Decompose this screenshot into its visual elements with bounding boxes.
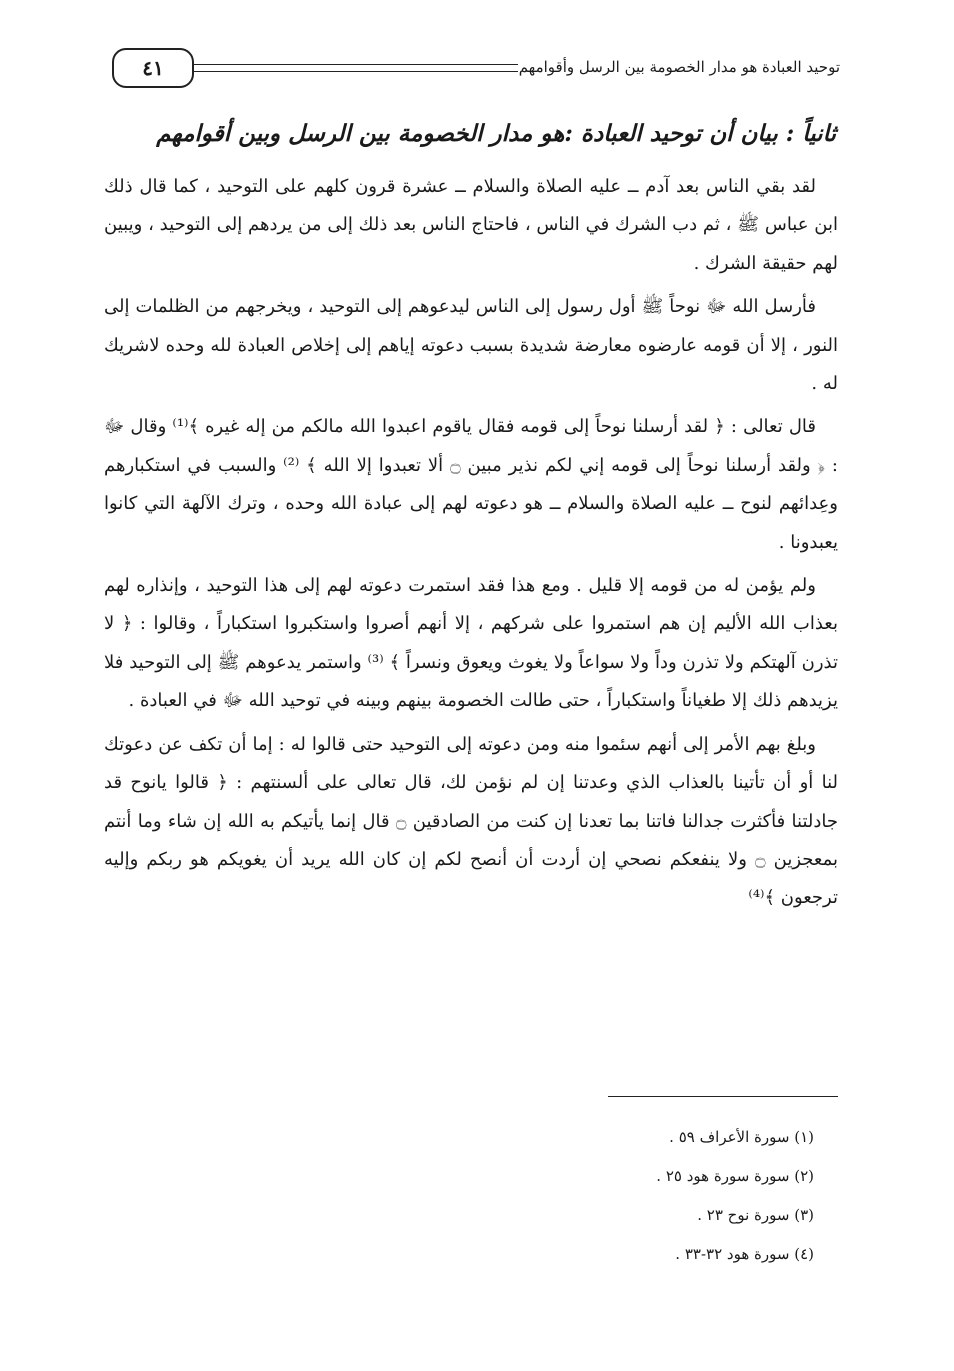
page-number: ٤١ bbox=[112, 48, 194, 88]
page-header bbox=[112, 44, 840, 88]
body-text bbox=[104, 168, 838, 923]
paragraph-5: وبلغ بهم الأمر إلى أنهم سئموا منه ومن دعوته إلى التوحيد حتى قالوا له : إما أن تكف عن دعوتك لنا أو أن تأتينا بالعذاب الذي وعدتنا إن لم نؤمن لك، قال تعالى على ألسنتهم : ﴿ قالوا يانوح قد جادلتنا فأكثرت جدالنا فاتنا بما تعدنا إن كنت من الصادقين ۝ قال إنما يأتيكم به الله إن شاء وما أنتم بمعجزين ۝ ولا ينفعكم نصحي إن أردت أن أنصح لكم إن كان الله يريد أن يغويكم هو ربكم وإليه ترجعون ﴾⁽⁴⁾ bbox=[104, 733, 838, 909]
footnote-2: (٢) سورة سورة هود ٢٥ . bbox=[656, 1167, 814, 1185]
footnotes bbox=[514, 1118, 814, 1274]
paragraph-4: ولم يؤمن له من قومه إلا قليل . ومع هذا فقد استمرت دعوته لهم إلى هذا التوحيد ، وإنذاره لهم بعذاب الله الأليم إن هم استمروا على شركهم ، إلا أنهم أصروا واستكبروا استكباراً ، وقالوا : ﴿ لا تذرن آلهتكم ولا تذرن وداً ولا سواعاً ولا يغوث ويعوق ونسراً ﴾ ⁽³⁾ واستمر يدعوهم ﷺ إلى التوحيد فلا يزيدهم ذلك إلا طغياناً واستكباراً ، حتى طالت الخصومة بينهم وبينه في توحيد الله ﷻ في العبادة . bbox=[104, 575, 838, 712]
footnote-1: (١) سورة الأعراف ٥٩ . bbox=[669, 1128, 814, 1146]
paragraph-3: قال تعالى : ﴿ لقد أرسلنا نوحاً إلى قومه فقال ياقوم اعبدوا الله مالكم من إله غيره ﴾⁽¹⁾ وقال ﷻ : ﴿ ولقد أرسلنا نوحاً إلى قومه إني لكم نذير مبين ۝ ألا تعبدوا إلا الله ﴾ ⁽²⁾ والسبب في استكبارهم وعِدائهم لنوح ــ عليه الصلاة والسلام ــ هو دعوته لهم إلى عبادة الله وحده ، وترك الآلهة التي كانوا يعبدونا . bbox=[104, 416, 838, 553]
paragraph-1: لقد بقي الناس بعد آدم ــ عليه الصلاة والسلام ــ عشرة قرون كلهم على التوحيد ، كما قال ذلك ابن عباس ﷺ ، ثم دب الشرك في الناس ، فاحتاج الناس بعد ذلك إلى من يردهم إلى التوحيد ، ويبين لهم حقيقة الشرك . bbox=[104, 176, 838, 274]
header-double-rule bbox=[192, 64, 518, 72]
running-title: توحيد العبادة هو مدار الخصومة بين الرسل وأقوامهم bbox=[518, 58, 840, 76]
section-title: ثانياً : بيان أن توحيد العبادة :هو مدار الخصومة بين الرسل وبين أقوامهم bbox=[156, 120, 836, 147]
footnote-4: (٤) سورة هود ٣٢-٣٣ . bbox=[675, 1245, 814, 1263]
footnote-separator bbox=[608, 1096, 838, 1097]
paragraph-2: فأرسل الله ﷻ نوحاً ﷺ أول رسول إلى الناس ليدعوهم إلى التوحيد ، ويخرجهم من الظلمات إلى النور ، إلا أن قومه عارضوه معارضة شديدة بسبب دعوته إياهم إلى إخلاص العبادة لله وحده لاشريك له . bbox=[104, 296, 838, 395]
footnote-3: (٣) سورة نوح ٢٣ . bbox=[697, 1206, 814, 1224]
